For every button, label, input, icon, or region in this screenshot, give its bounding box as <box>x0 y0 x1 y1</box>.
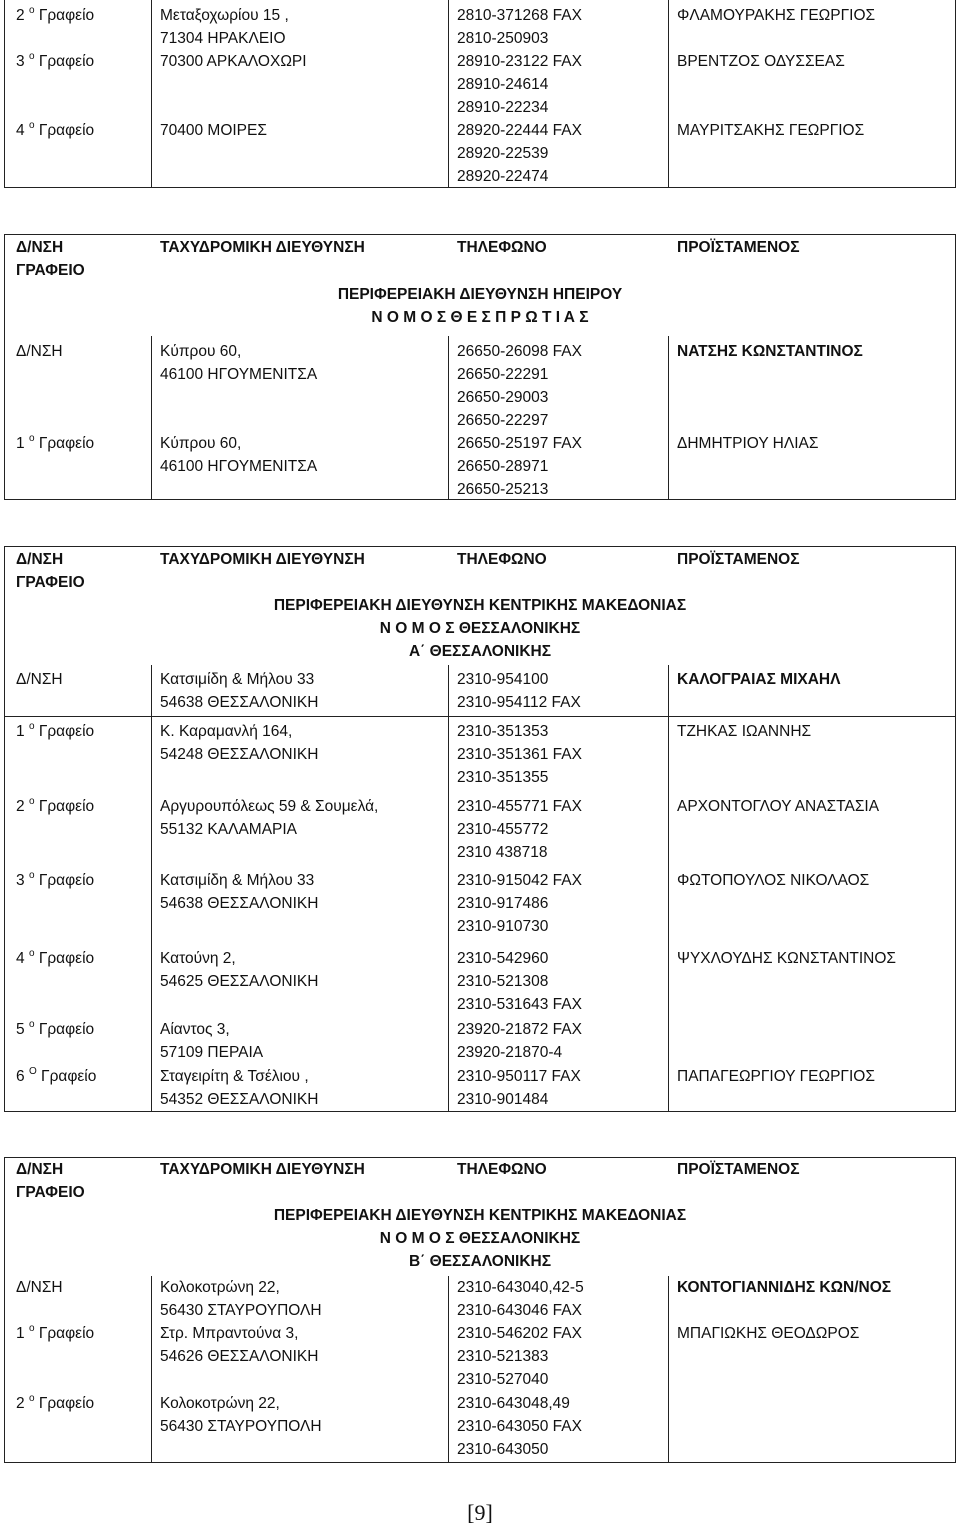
phone-list: 2310-950117 FAX 2310-901484 <box>457 1068 581 1108</box>
postal-address: Αργυρουπόλεως 59 & Σουμελά, 55132 ΚΑΛΑΜΑΡΙΑ <box>160 798 379 838</box>
postal-address: 70400 ΜΟΙΡΕΣ <box>160 122 267 139</box>
head-name: ΦΩΤΟΠΟΥΛΟΣ ΝΙΚΟΛΑΟΣ <box>677 872 870 889</box>
column-header-address: ΤΑΧΥΔΡΟΜΙΚΗ ΔΙΕΥΘΥΝΣΗ <box>160 239 365 256</box>
postal-address: Στρ. Μπραντούνα 3, 54626 ΘΕΣΣΑΛΟΝΙΚΗ <box>160 1325 319 1365</box>
phone-list: 2310-546202 FAX 2310-521383 2310-527040 <box>457 1325 582 1388</box>
column-header-head: ΠΡΟΪΣΤΑΜΕΝΟΣ <box>677 1161 800 1178</box>
phone-list: 2810-371268 FAX 2810-250903 <box>457 7 582 47</box>
region-title: ΠΕΡΙΦΕΡΕΙΑΚΗ ΔΙΕΥΘΥΝΣΗ ΗΠΕΙΡΟΥ Ν Ο Μ Ο Σ Θ Ε Σ Π Ρ Ω Τ Ι Α Σ <box>337 286 623 326</box>
postal-address: Αίαντος 3, 57109 ΠΕΡΑΙΑ <box>160 1021 264 1061</box>
postal-address: Κολοκοτρώνη 22, 56430 ΣΤΑΥΡΟΥΠΟΛΗ <box>160 1279 322 1319</box>
phone-list: 26650-26098 FAX 26650-22291 26650-29003 26650-22297 <box>457 343 582 429</box>
head-name: ΜΑΥΡΙΤΣΑΚΗΣ ΓΕΩΡΓΙΟΣ <box>677 122 865 139</box>
head-name: ΠΑΠΑΓΕΩΡΓΙΟΥ ΓΕΩΡΓΙΟΣ <box>677 1068 875 1085</box>
column-header-head: ΠΡΟΪΣΤΑΜΕΝΟΣ <box>677 551 800 568</box>
office-label: 4 $^o$ Γραφείο <box>16 120 95 139</box>
head-name: ΒΡΕΝΤΖΟΣ ΟΔΥΣΣΕΑΣ <box>677 53 845 70</box>
column-header-office: Δ/ΝΣΗ ΓΡΑΦΕΙΟ <box>16 551 85 591</box>
postal-address: Κατσιμίδη & Μήλου 33 54638 ΘΕΣΣΑΛΟΝΙΚΗ <box>160 872 319 912</box>
column-header-address: ΤΑΧΥΔΡΟΜΙΚΗ ΔΙΕΥΘΥΝΣΗ <box>160 1161 365 1178</box>
office-label: 6 $^O$ Γραφείο <box>16 1066 97 1085</box>
phone-list: 2310-351353 2310-351361 FAX 2310-351355 <box>457 723 582 786</box>
office-label: 2 $^o$ Γραφείο <box>16 5 95 24</box>
office-label: 3 $^o$ Γραφείο <box>16 51 95 70</box>
office-label: 4 $^o$ Γραφείο <box>16 948 95 967</box>
office-label: 5 $^o$ Γραφείο <box>16 1019 95 1038</box>
office-label: 1 $^o$ Γραφείο <box>16 1323 95 1342</box>
office-label: 3 $^o$ Γραφείο <box>16 870 95 889</box>
column-header-head: ΠΡΟΪΣΤΑΜΕΝΟΣ <box>677 239 800 256</box>
column-header-phone: ΤΗΛΕΦΩΝΟ <box>457 551 547 568</box>
postal-address: Σταγειρίτη & Τσέλιου , 54352 ΘΕΣΣΑΛΟΝΙΚΗ <box>160 1068 319 1108</box>
postal-address: Κατσιμίδη & Μήλου 33 54638 ΘΕΣΣΑΛΟΝΙΚΗ <box>160 671 319 711</box>
postal-address: 70300 ΑΡΚΑΛΟΧΩΡΙ <box>160 53 307 70</box>
office-label: Δ/ΝΣΗ <box>16 671 63 688</box>
phone-list: 2310-643040,42-5 2310-643046 FAX <box>457 1279 584 1319</box>
head-name: ΚΑΛΟΓΡΑΙΑΣ ΜΙΧΑΗΛ <box>677 671 841 688</box>
phone-list: 2310-455771 FAX 2310-455772 2310 438718 <box>457 798 582 861</box>
office-label: 2 $^o$ Γραφείο <box>16 796 95 815</box>
phone-list: 2310-542960 2310-521308 2310-531643 FAX <box>457 950 582 1013</box>
postal-address: Κολοκοτρώνη 22, 56430 ΣΤΑΥΡΟΥΠΟΛΗ <box>160 1395 322 1435</box>
column-header-phone: ΤΗΛΕΦΩΝΟ <box>457 1161 547 1178</box>
head-name: ΜΠΑΓΙΩΚΗΣ ΘΕΟΔΩΡΟΣ <box>677 1325 860 1342</box>
postal-address: Κύπρου 60, 46100 ΗΓΟΥΜΕΝΙΤΣΑ <box>160 435 318 475</box>
phone-list: 26650-25197 FAX 26650-28971 26650-25213 <box>457 435 582 498</box>
head-name: ΨΥΧΛΟΥΔΗΣ ΚΩΝΣΤΑΝΤΙΝΟΣ <box>677 950 896 967</box>
head-name: ΦΛΑΜΟΥΡΑΚΗΣ ΓΕΩΡΓΙΟΣ <box>677 7 876 24</box>
phone-list: 2310-643048,49 2310-643050 FAX 2310-643050 <box>457 1395 582 1458</box>
region-title: ΠΕΡΙΦΕΡΕΙΑΚΗ ΔΙΕΥΘΥΝΣΗ ΚΕΝΤΡΙΚΗΣ ΜΑΚΕΔΟΝΙΑΣ Ν Ο Μ Ο Σ ΘΕΣΣΑΛΟΝΙΚΗΣ Α΄ ΘΕΣΣΑΛΟΝΙΚΗΣ <box>273 597 687 660</box>
postal-address: Μεταξοχωρίου 15 , 71304 ΗΡΑΚΛΕΙΟ <box>160 7 289 47</box>
office-label: 1 $^o$ Γραφείο <box>16 433 95 452</box>
phone-list: 2310-915042 FAX 2310-917486 2310-910730 <box>457 872 582 935</box>
phone-list: 28920-22444 FAX 28920-22539 28920-22474 <box>457 122 582 185</box>
office-label: 1 $^o$ Γραφείο <box>16 721 95 740</box>
head-name: ΑΡΧΟΝΤΟΓΛΟΥ ΑΝΑΣΤΑΣΙΑ <box>677 798 880 815</box>
office-label: Δ/ΝΣΗ <box>16 1279 63 1296</box>
phone-list: 23920-21872 FAX 23920-21870-4 <box>457 1021 582 1061</box>
region-title: ΠΕΡΙΦΕΡΕΙΑΚΗ ΔΙΕΥΘΥΝΣΗ ΚΕΝΤΡΙΚΗΣ ΜΑΚΕΔΟΝΙΑΣ Ν Ο Μ Ο Σ ΘΕΣΣΑΛΟΝΙΚΗΣ Β΄ ΘΕΣΣΑΛΟΝΙΚΗΣ <box>273 1207 687 1270</box>
column-header-address: ΤΑΧΥΔΡΟΜΙΚΗ ΔΙΕΥΘΥΝΣΗ <box>160 551 365 568</box>
head-name: ΝΑΤΣΗΣ ΚΩΝΣΤΑΝΤΙΝΟΣ <box>677 343 863 360</box>
column-header-office: Δ/ΝΣΗ ΓΡΑΦΕΙΟ <box>16 239 85 279</box>
postal-address: Κύπρου 60, 46100 ΗΓΟΥΜΕΝΙΤΣΑ <box>160 343 318 383</box>
head-name: ΔΗΜΗΤΡΙΟΥ ΗΛΙΑΣ <box>677 435 819 452</box>
postal-address: Κ. Καραμανλή 164, 54248 ΘΕΣΣΑΛΟΝΙΚΗ <box>160 723 319 763</box>
postal-address: Κατούνη 2, 54625 ΘΕΣΣΑΛΟΝΙΚΗ <box>160 950 319 990</box>
office-label: Δ/ΝΣΗ <box>16 343 63 360</box>
column-header-phone: ΤΗΛΕΦΩΝΟ <box>457 239 547 256</box>
column-header-office: Δ/ΝΣΗ ΓΡΑΦΕΙΟ <box>16 1161 85 1201</box>
head-name: ΤΖΗΚΑΣ ΙΩΑΝΝΗΣ <box>677 723 812 740</box>
head-name: ΚΟΝΤΟΓΙΑΝΝΙΔΗΣ ΚΩΝ/ΝΟΣ <box>677 1279 892 1296</box>
phone-list: 2310-954100 2310-954112 FAX <box>457 671 581 711</box>
office-label: 2 $^o$ Γραφείο <box>16 1393 95 1412</box>
phone-list: 28910-23122 FAX 28910-24614 28910-22234 <box>457 53 582 116</box>
page-number: [9] <box>467 1500 493 1525</box>
